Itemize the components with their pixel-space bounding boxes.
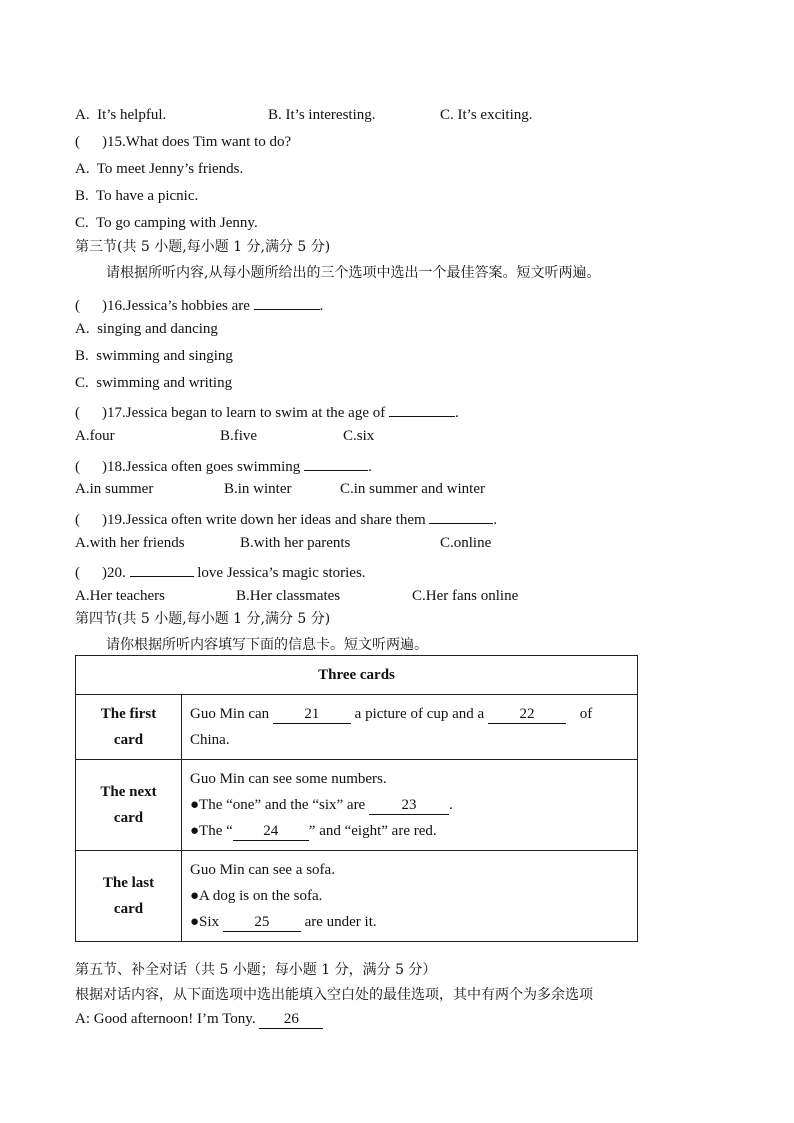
q17-option-b: B.five (220, 428, 258, 444)
q19-option-b: B.with her parents (240, 535, 351, 551)
section5-instruction: 根据对话内容，从下面选项中选出能填入空白处的最佳选项，其中有两个为多余选项 (75, 987, 593, 1003)
table-title: Three cards (76, 656, 638, 695)
blank-24: 24 (233, 824, 309, 841)
q18-option-c: C.in summer and winter (340, 481, 485, 497)
q19-option-c: C.online (440, 535, 492, 551)
q17-option-c: C.six (343, 428, 375, 444)
blank-26: 26 (259, 1012, 323, 1029)
q14-option-b: B. It’s interesting. (268, 107, 376, 123)
q15-option-a: A. To meet Jenny’s friends. (75, 161, 244, 177)
q15-question: ( )15.What does Tim want to do? (75, 134, 292, 150)
q18-blank (304, 454, 368, 471)
q18-option-b: B.in winter (224, 481, 292, 497)
q17-blank (389, 400, 455, 417)
q15-option-c: C. To go camping with Jenny. (75, 215, 258, 231)
section4-title: 第四节(共 5 小题,每小题 1 分,满分 5 分) (75, 611, 331, 627)
q20-option-c: C.Her fans online (412, 588, 519, 604)
q16-question: ( )16.Jessica’s hobbies are . (75, 293, 323, 315)
q16-option-b: B. swimming and singing (75, 348, 233, 364)
blank-25: 25 (223, 915, 301, 932)
q20-option-b: B.Her classmates (236, 588, 341, 604)
q16-option-a: A. singing and dancing (75, 321, 218, 337)
q16-blank (254, 293, 320, 310)
section4-instruction: 请你根据所听内容填写下面的信息卡。短文听两遍。 (106, 637, 428, 653)
q14-option-a: A. It’s helpful. (75, 107, 167, 123)
q15-option-b: B. To have a picnic. (75, 188, 199, 204)
dialog-line-a: A: Good afternoon! I’m Tony. 26 (75, 1010, 323, 1029)
blank-22: 22 (488, 707, 566, 724)
row-label-first-card: The first card (76, 695, 182, 760)
q20-question: ( )20. love Jessica’s magic stories. (75, 560, 366, 582)
q18-question: ( )18.Jessica often goes swimming . (75, 454, 372, 476)
q19-question: ( )19.Jessica often write down her ideas and share them . (75, 507, 497, 529)
q17-option-a: A.four (75, 428, 115, 444)
q19-blank (429, 507, 493, 524)
blank-23: 23 (369, 798, 449, 815)
q18-option-a: A.in summer (75, 481, 154, 497)
first-card-content: Guo Min can 21 a picture of cup and a 22 of China. (182, 695, 638, 760)
q16-option-c: C. swimming and writing (75, 375, 233, 391)
next-card-content: Guo Min can see some numbers. ●The “one” and the “six” are 23 . ●The “ 24 ” and “eight” are red. (182, 760, 638, 851)
row-label-next-card: The next card (76, 760, 182, 851)
answer-paren: ( (75, 134, 80, 150)
section5-title: 第五节、补全对话（共 5 小题；每小题 1 分，满分 5 分） (75, 962, 437, 978)
row-label-last-card: The last card (76, 851, 182, 942)
q17-question: ( )17.Jessica began to learn to swim at the age of . (75, 400, 459, 422)
info-card-table (75, 655, 638, 942)
last-card-content: Guo Min can see a sofa. ●A dog is on the sofa. ●Six 25 are under it. (182, 851, 638, 942)
q19-option-a: A.with her friends (75, 535, 185, 551)
q14-option-c: C. It’s exciting. (440, 107, 533, 123)
section3-instruction: 请根据所听内容,从每小题所给出的三个选项中选出一个最佳答案。短文听两遍。 (106, 265, 601, 281)
q20-blank (130, 560, 194, 577)
q20-option-a: A.Her teachers (75, 588, 165, 604)
section3-title: 第三节(共 5 小题,每小题 1 分,满分 5 分) (75, 239, 331, 255)
blank-21: 21 (273, 707, 351, 724)
